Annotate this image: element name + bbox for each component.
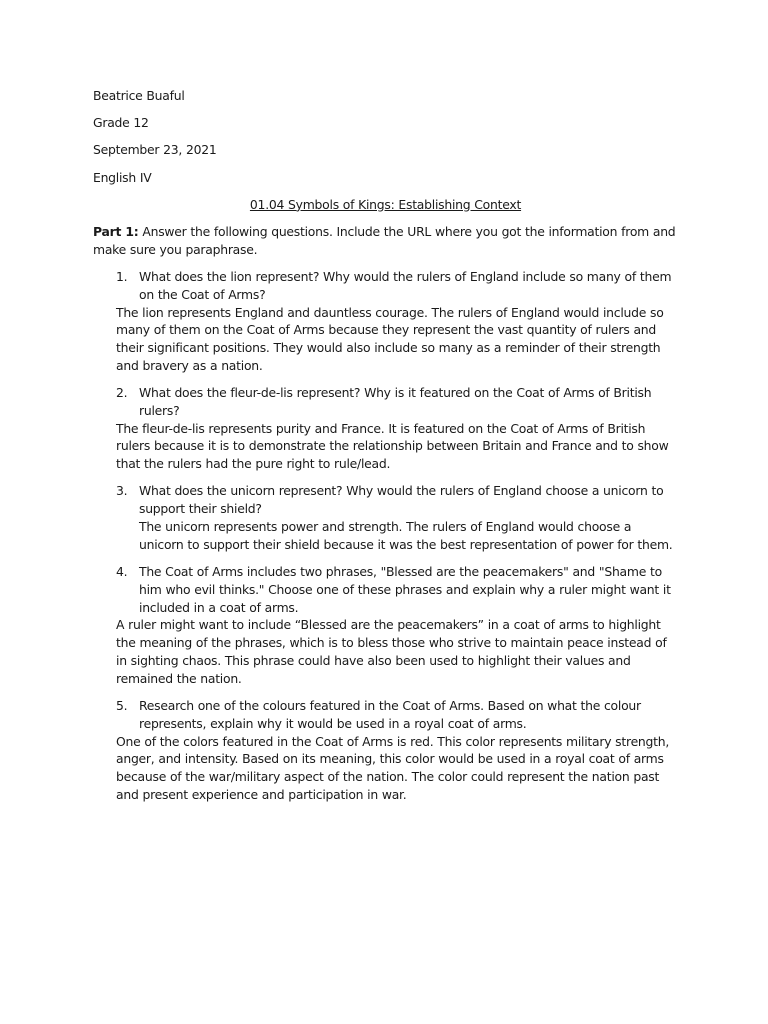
question-number: 5. xyxy=(116,698,128,714)
question-number: 2. xyxy=(116,385,128,401)
question-number: 4. xyxy=(116,564,128,580)
question-3 xyxy=(116,482,678,518)
question-4 xyxy=(116,563,678,616)
assignment-date: September 23, 2021 xyxy=(93,142,217,158)
question-text: The Coat of Arms includes two phrases, "Blessed are the peacemakers" and "Shame to him who evil thinks." Choose one of these phrases and explain why a ruler might want it included in a coat of arms. xyxy=(139,564,671,615)
answer-3: The unicorn represents power and strength. The rulers of England would choose a unicorn to support their shield because it was the best representation of power for them. xyxy=(139,519,673,552)
document-body xyxy=(93,87,678,813)
question-text: What does the lion represent? Why would the rulers of England include so many of them on the Coat of Arms? xyxy=(139,268,672,302)
student-grade: Grade 12 xyxy=(93,115,149,131)
question-text: What does the fleur-de-lis represent? Why is it featured on the Coat of Arms of British rulers? xyxy=(139,385,652,418)
question-text: Research one of the colours featured in the Coat of Arms. Based on what the colour represents, explain why it would be used in a royal coat of arms. xyxy=(139,698,641,731)
question-5 xyxy=(116,697,678,733)
question-2 xyxy=(116,384,678,420)
question-number: 1. xyxy=(116,268,128,284)
answer-2: The fleur-de-lis represents purity and France. It is featured on the Coat of Arms of British rulers because it is to demonstrate the relationship between Britain and France and to show that the rulers had the pure right to rule/lead. xyxy=(116,420,669,472)
part-1-text: Answer the following questions. Include the URL where you got the information from and make sure you paraphrase. xyxy=(93,223,676,257)
question-1 xyxy=(116,268,678,304)
document-title: 01.04 Symbols of Kings: Establishing Context xyxy=(249,196,522,212)
question-number: 3. xyxy=(116,483,128,499)
answer-5: One of the colors featured in the Coat of Arms is red. This color represents military strength, anger, and intensity. Based on its meaning, this color would be used in a royal coat of arms because of the war/military aspect of the nation. The color could represent the nation past and present experience and participation in war. xyxy=(116,733,670,802)
student-name: Beatrice Buaful xyxy=(93,88,185,103)
question-text: What does the unicorn represent? Why would the rulers of England choose a unicorn to support their shield? xyxy=(139,483,664,517)
answer-4: A ruler might want to include “Blessed are the peacemakers” in a coat of arms to highlight the meaning of the phrases, which is to bless those who strive to maintain peace instead of in sighting chaos. This phrase could have also been used to highlight their values and remained the nation. xyxy=(116,617,667,686)
part-1-instructions xyxy=(93,223,678,259)
answer-1: The lion represents England and dauntless courage. The rulers of England would include so many of them on the Coat of Arms because they represent the vast quantity of rulers and their significant positions. They would also include so many as a reminder of their strength and bravery as a nation. xyxy=(116,304,664,373)
part-1-label: Part 1: xyxy=(93,223,139,239)
course-name: English IV xyxy=(93,169,152,185)
